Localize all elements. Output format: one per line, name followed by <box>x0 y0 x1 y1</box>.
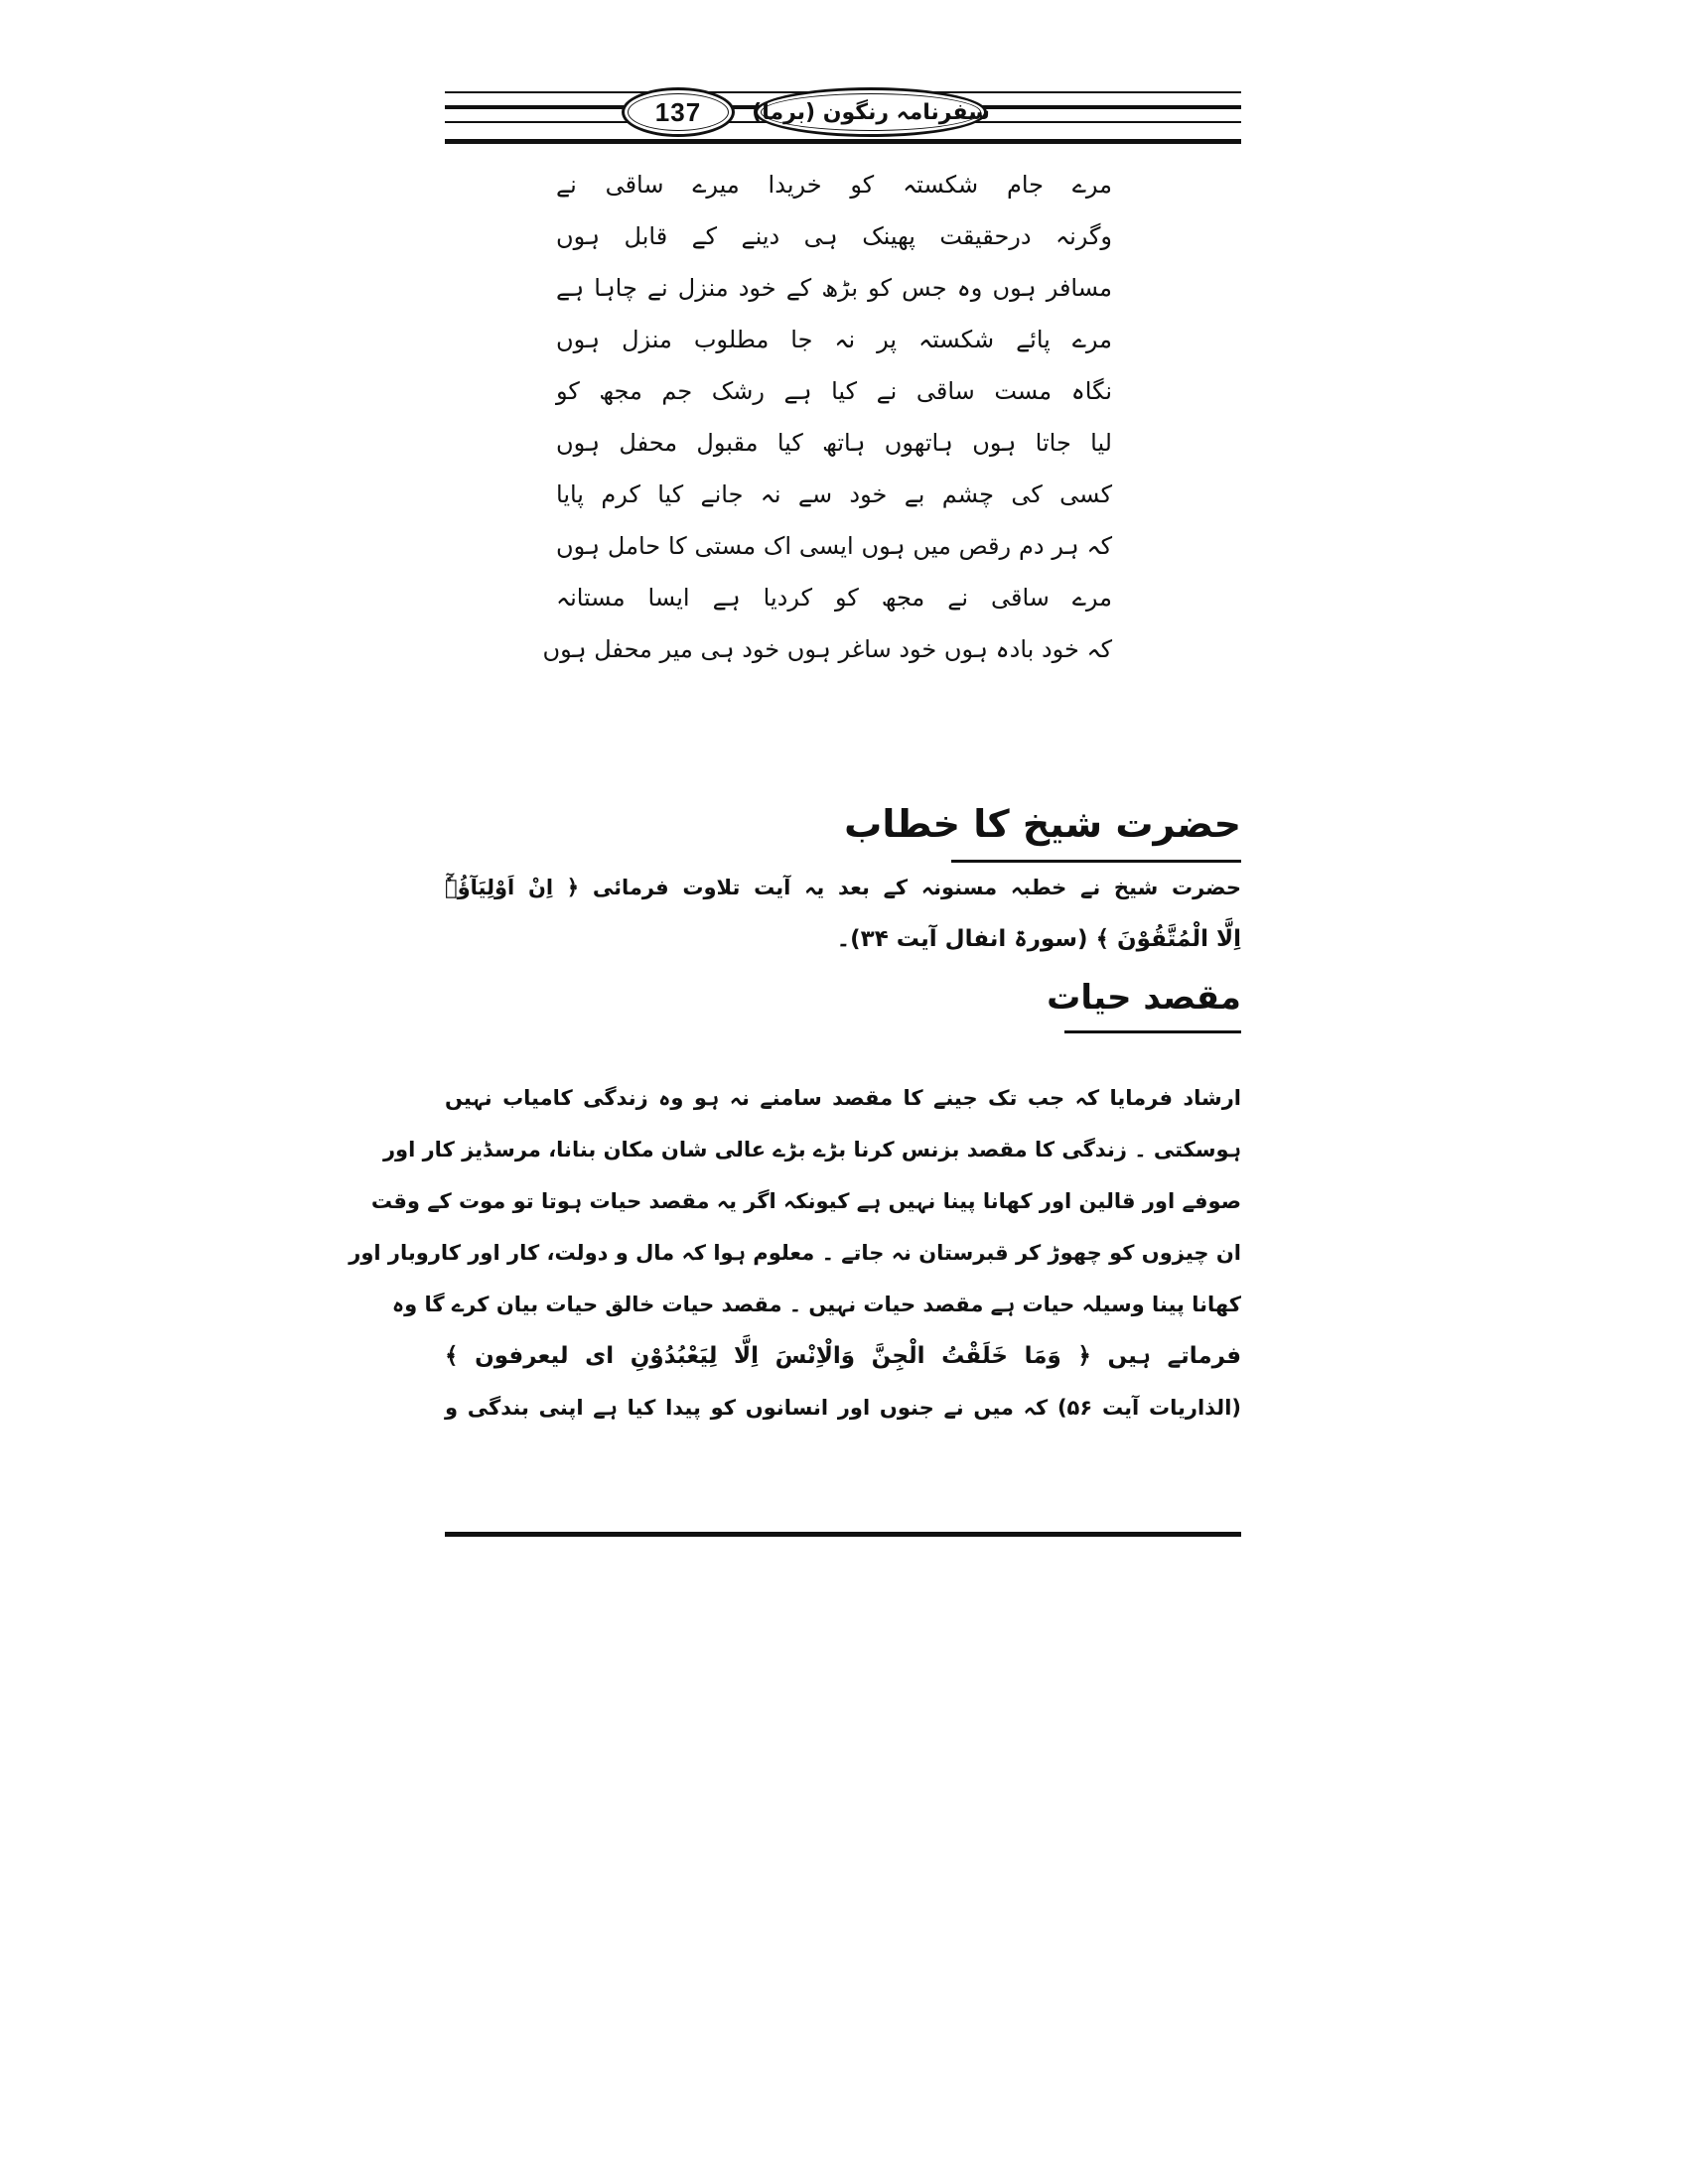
poem-verse: مرے پائے شکستہ پر نہ جا مطلوب منزل ہوں <box>556 326 1112 353</box>
paragraph-line: ارشاد فرمایا کہ جب تک جینے کا مقصد سامنے نہ ہو وہ زندگی کامیاب نہیں <box>445 1086 1241 1110</box>
running-title: سفرنامہ رنگون (برما) <box>752 99 990 125</box>
page-number: 137 <box>654 96 702 127</box>
poem <box>542 159 1112 675</box>
running-title-oval <box>752 87 990 137</box>
poem-verse: مرے جام شکستہ کو خریدا میرے ساقی نے <box>556 171 1112 199</box>
section-shaikh-address-paragraph <box>445 862 1241 965</box>
paragraph-line: ان چیزوں کو چھوڑ کر قبرستان نہ جاتے ۔ معلوم ہوا کہ مال و دولت، کار اور کاروبار اور <box>349 1241 1241 1265</box>
paragraph-line: حضرت شیخ نے خطبہ مسنونہ کے بعد یہ آیت تلاوت فرمائی ﴿ اِنْ اَوْلِیَآؤُہٗٓ <box>445 876 1241 899</box>
section-purpose-of-life-paragraph <box>349 1072 1241 1433</box>
poem-verse: کہ ہر دم رقص میں ہوں ایسی اک مستی کا حامل ہوں <box>556 532 1112 560</box>
paragraph-line: کھانا پینا وسیلہ حیات ہے مقصد حیات نہیں ۔ مقصد حیات خالق حیات بیان کرے گا وہ <box>391 1293 1241 1316</box>
poem-verse: وگرنہ درحقیقت پھینک ہی دینے کے قابل ہوں <box>556 222 1112 250</box>
paragraph-line: (الذاریات آیت ۵۶) کہ میں نے جنوں اور انسانوں کو پیدا کیا ہے اپنی بندگی و <box>445 1396 1241 1420</box>
poem-verse: لیا جاتا ہوں ہاتھوں ہاتھ کیا مقبول محفل ہوں <box>556 429 1112 457</box>
section-heading-shaikh-address: حضرت شیخ کا خطاب <box>844 802 1241 846</box>
paragraph-line: اِلَّا الْمُتَّقُوْنَ ﴾ (سورۃ انفال آیت ۳۴)۔ <box>836 926 1241 952</box>
header-bottom-rule <box>445 139 1241 144</box>
poem-verse: کسی کی چشم بے خود سے نہ جانے کیا کرم پایا <box>556 480 1112 508</box>
page-header <box>445 83 1241 143</box>
poem-verse: مرے ساقی نے مجھ کو کردیا ہے ایسا مستانہ <box>556 584 1112 612</box>
paragraph-line: فرماتے ہیں ﴿ وَمَا خَلَقْتُ الْجِنَّ وَالْاِنْسَ اِلَّا لِیَعْبُدُوْنِ ای لیعرفون ﴾ <box>445 1343 1241 1369</box>
paragraph-line: صوفے اور قالین اور کھانا پینا نہیں ہے کیونکہ اگر یہ مقصد حیات ہوتا تو موت کے وقت <box>370 1189 1241 1213</box>
section-heading-underline <box>1064 1030 1241 1033</box>
poem-verse: کہ خود بادہ ہوں خود ساغر ہوں خود ہی میر محفل ہوں <box>542 635 1112 663</box>
page-number-oval <box>622 87 735 137</box>
poem-verse: مسافر ہوں وہ جس کو بڑھ کے خود منزل نے چاہا ہے <box>556 274 1112 302</box>
paragraph-line: ہوسکتی ۔ زندگی کا مقصد بزنس کرنا بڑے بڑے عالی شان مکان بنانا، مرسڈیز کار اور <box>382 1138 1241 1161</box>
footer-rule <box>445 1532 1241 1537</box>
section-heading-purpose-of-life: مقصد حیات <box>1047 978 1241 1018</box>
poem-verse: نگاہ مست ساقی نے کیا ہے رشک جم مجھ کو <box>556 377 1112 405</box>
